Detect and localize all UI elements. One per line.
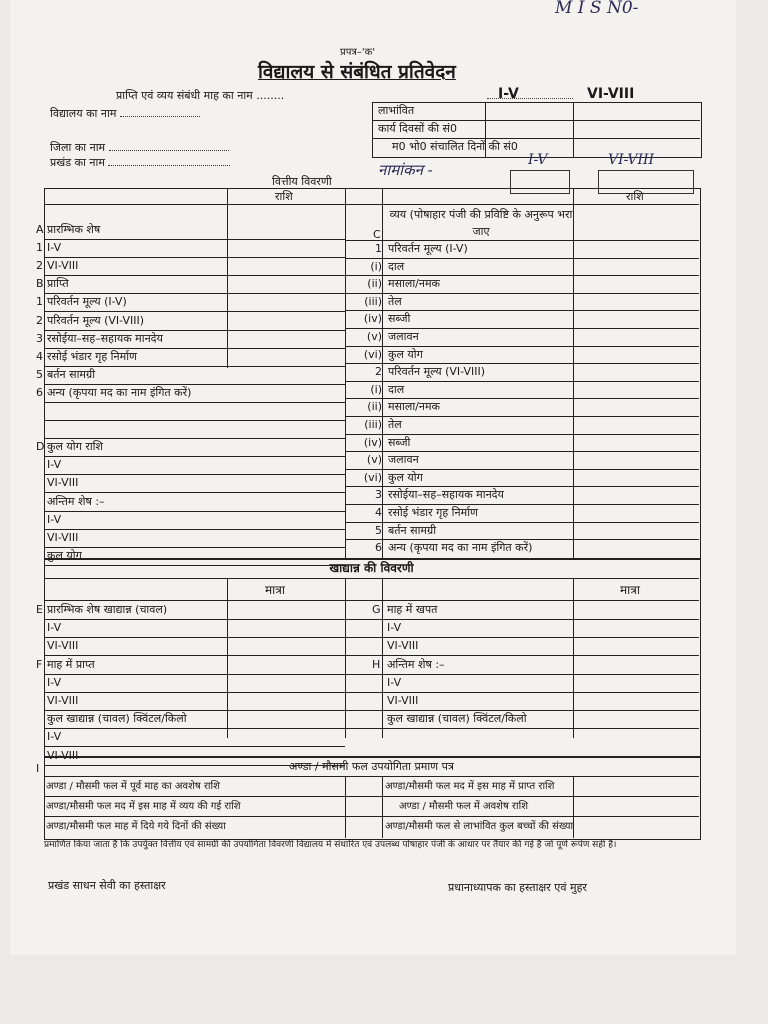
row-line [44, 692, 345, 693]
left-row-index: 6 [36, 386, 43, 399]
grain-right-label: कुल खाद्यान्न (चावल) क्विंटल/किलो [387, 712, 527, 725]
right-row-index: (iv) [363, 436, 382, 449]
row-line [44, 637, 345, 638]
row-line [345, 416, 699, 417]
left-row-index: B [36, 277, 44, 290]
grain-right-index: H [372, 658, 381, 671]
egg-index: I [36, 762, 40, 775]
grain-right-label: VI-VIII [387, 694, 419, 707]
form-title: विद्यालय से संबंधित प्रतिवेदन [258, 61, 456, 83]
grain-right-label: I-V [387, 676, 402, 689]
grain-left-index: E [36, 603, 43, 616]
right-row-index: (iii) [364, 418, 382, 431]
row-line [44, 728, 345, 729]
right-header-index: C [373, 228, 381, 241]
grain-left-label: VI-VIII [47, 694, 79, 707]
info-row-beneficiaries: लाभांवित [378, 104, 415, 117]
row-line [345, 451, 699, 452]
right-row-index: (i) [370, 260, 382, 273]
row-line [345, 674, 699, 675]
egg-left-row: अण्डा/मौसमी फल माह में दिये गये दिनों की संख्या [46, 821, 226, 832]
row-line [44, 402, 345, 403]
info-row-mdm-days: म0 भो0 संचालित दिनों की सं0 [392, 140, 518, 153]
right-row-index: 5 [375, 524, 382, 537]
right-row-index: 4 [375, 506, 382, 519]
row-line [345, 637, 699, 638]
row-line [44, 366, 345, 367]
egg-right-row: अण्डा/मौसमी फल से लाभांवित कुल बच्चों की संख्या [385, 821, 574, 832]
row-line [345, 328, 699, 329]
right-row-label: सब्जी [388, 436, 411, 449]
right-row-label: बर्तन सामग्री [388, 524, 437, 537]
month-name-label: प्राप्ति एवं व्यय संबंधी माह का नाम ........ [116, 89, 285, 102]
grain-right-label: VI-VIII [387, 639, 419, 652]
row-line [44, 293, 345, 294]
grain-right-label: I-V [387, 621, 402, 634]
grain-left-label: I-V [47, 621, 62, 634]
grain-left-label: I-V [47, 676, 62, 689]
grain-right-index: G [372, 603, 381, 616]
certificate-text: प्रमाणित किया जाता है कि उपर्युक्त वित्तीय एवं सामग्री की उपयोगिता विवरणी विद्यालय में संधारित एवं उपलब्ध पोषाहार पंजी के आधार पर तैयार की गई है जो पूर्ण रूपेण सही है। [44, 840, 617, 850]
row-line [345, 619, 699, 620]
block-name-field: प्रखंड का नाम [50, 155, 230, 170]
right-row-label: कुल योग [388, 471, 423, 484]
row-line [345, 539, 699, 540]
left-row-label: रसोईया–सह–सहायक मानदेय [47, 332, 163, 345]
row-line [44, 348, 345, 349]
grain-title: खाद्यान्न की विवरणी [329, 561, 414, 575]
left-row-index: 2 [36, 259, 43, 272]
left-row-label: I-V [47, 513, 62, 526]
row-line [345, 504, 699, 505]
left-row-index: 1 [36, 295, 43, 308]
right-row-label: जलावन [388, 453, 419, 466]
egg-left-row: अण्डा/मौसमी फल मद में इस माह में व्यय की गई राशि [46, 801, 241, 812]
row-line [345, 692, 699, 693]
right-row-label: तेल [388, 295, 402, 308]
row-line [44, 384, 345, 385]
left-row-label: बर्तन सामग्री [47, 368, 96, 381]
egg-right-row: अण्डा/मौसमी फल मद में इस माह में प्राप्त राशि [385, 781, 555, 792]
row-line [345, 710, 699, 711]
right-row-label: सब्जी [388, 312, 411, 325]
handwritten-VI-VIII: VI-VIII [608, 152, 655, 168]
left-row-label: VI-VIII [47, 259, 79, 272]
right-row-label: कुल योग [388, 348, 423, 361]
row-line [44, 529, 345, 530]
row-line [345, 728, 699, 729]
left-row-index: 1 [36, 241, 43, 254]
info-row-working-days: कार्य दिवसों की सं0 [378, 122, 457, 135]
row-line [44, 438, 345, 439]
district-name-field: जिला का नाम [50, 140, 229, 155]
right-row-label: तेल [388, 418, 402, 431]
corner-handwritten-note: M I S N0- [555, 0, 639, 18]
headmaster-signature: प्रधानाध्यापक का हस्ताक्षर एवं मुहर [448, 881, 587, 894]
row-line [345, 398, 699, 399]
egg-right-row: अण्डा / मौसमी फल में अवशेष राशि [399, 801, 528, 812]
row-line [44, 547, 345, 548]
right-row-label: मसाला/नमक [388, 277, 441, 290]
row-line [44, 674, 345, 675]
left-row-index: 2 [36, 314, 43, 327]
row-line [44, 746, 345, 747]
grain-left-label: VI-VIII [47, 639, 79, 652]
left-row-label: VI-VIII [47, 531, 79, 544]
left-row-label: प्रारम्भिक शेष [47, 223, 101, 236]
right-row-index: (ii) [367, 400, 382, 413]
right-row-index: (iii) [364, 295, 382, 308]
handwritten-enrolment: नामांकन - [378, 161, 433, 179]
financial-statement-title: वित्तीय विवरणी [272, 175, 332, 188]
expenditure-header: व्यय (पोषाहार पंजी की प्रविष्टि के अनुरूप भरा जाए [389, 208, 573, 238]
row-line [345, 275, 699, 276]
row-line [44, 456, 345, 457]
row-line [345, 486, 699, 487]
quantity-header-right: मात्रा [620, 583, 641, 597]
row-line [44, 619, 345, 620]
grain-left-label: प्रारम्भिक शेष खाद्यान्न (चावल) [47, 603, 168, 616]
right-row-index: 2 [375, 365, 382, 378]
row-line [44, 710, 345, 711]
left-row-index: 4 [36, 350, 43, 363]
row-line [44, 257, 345, 258]
left-row-label: कुल योग राशि [47, 440, 103, 453]
left-row-label: कुल योग [47, 549, 82, 562]
right-row-index: 3 [375, 488, 382, 501]
grain-right-label: अन्तिम शेष :– [387, 658, 445, 671]
left-row-label: प्राप्ति [47, 277, 69, 290]
grain-right-label: माह में खपत [387, 603, 438, 616]
right-row-index: (ii) [367, 277, 382, 290]
grain-left-label: कुल खाद्यान्न (चावल) क्विंटल/किलो [47, 712, 187, 725]
row-line [345, 258, 699, 259]
block-resource-signature: प्रखंड साधन सेवी का हस्ताक्षर [48, 879, 166, 892]
left-row-label: रसोई भंडार गृह निर्माण [47, 350, 138, 363]
right-row-label: दाल [388, 260, 405, 273]
grain-left-label: माह में प्राप्त [47, 658, 95, 671]
row-line [44, 492, 345, 493]
right-row-index: (iv) [363, 312, 382, 325]
row-line [44, 655, 345, 656]
right-row-index: (v) [366, 330, 382, 343]
quantity-header-left: मात्रा [265, 583, 286, 597]
right-row-index: (v) [366, 453, 382, 466]
egg-fruit-title: अण्डा / मौसमी फल उपयोगिता प्रमाण पत्र [289, 760, 454, 773]
grain-left-label: I-V [47, 730, 62, 743]
left-row-index: 3 [36, 332, 43, 345]
row-line [44, 311, 345, 312]
left-row-label: अन्य (कृपया मद का नाम इंगित करें) [47, 386, 192, 399]
right-row-label: रसोई भंडार गृह निर्माण [388, 506, 479, 519]
right-row-index: 1 [375, 242, 382, 255]
row-line [44, 275, 345, 276]
left-row-label: परिवर्तन मूल्य (I-V) [47, 295, 127, 308]
row-line [44, 420, 345, 421]
handwritten-I-V: I-V [528, 152, 548, 168]
header-class-VI-VIII: VI-VIII [587, 86, 635, 102]
form-number: प्रपत्र–'क' [340, 47, 376, 58]
school-name-field: विद्यालय का नाम [50, 106, 200, 121]
left-row-index: 5 [36, 368, 43, 381]
row-line [345, 293, 699, 294]
row-line [345, 310, 699, 311]
row-line [345, 434, 699, 435]
right-row-label: दाल [388, 383, 405, 396]
right-row-label: जलावन [388, 330, 419, 343]
left-row-label: अन्तिम शेष :– [47, 495, 105, 508]
grain-left-index: F [36, 658, 43, 671]
right-row-index: (vi) [363, 348, 382, 361]
row-line [345, 381, 699, 382]
right-row-label: अन्य (कृपया मद का नाम इंगित करें) [388, 541, 533, 554]
left-row-label: I-V [47, 241, 62, 254]
right-row-label: रसोईया–सह–सहायक मानदेय [388, 488, 504, 501]
row-line [345, 363, 699, 364]
right-row-index: (vi) [363, 471, 382, 484]
row-line [345, 346, 699, 347]
row-line [44, 474, 345, 475]
left-row-label: I-V [47, 458, 62, 471]
row-line [44, 511, 345, 512]
left-row-label: VI-VIII [47, 476, 79, 489]
right-row-label: मसाला/नमक [388, 400, 441, 413]
left-row-index: A [36, 223, 44, 236]
row-line [44, 330, 345, 331]
amount-header-left: राशि [275, 190, 293, 203]
right-row-index: 6 [375, 541, 382, 554]
right-row-label: परिवर्तन मूल्य (I-V) [388, 242, 468, 255]
right-row-label: परिवर्तन मूल्य (VI-VIII) [388, 365, 485, 378]
header-class-I-V: I-V [498, 86, 519, 102]
left-row-label: परिवर्तन मूल्य (VI-VIII) [47, 314, 144, 327]
right-row-index: (i) [370, 383, 382, 396]
amount-header-right: राशि [626, 190, 644, 203]
row-line [44, 239, 345, 240]
row-line [345, 240, 699, 241]
form-sheet [10, 0, 736, 955]
grain-left-label: VI-VIII [47, 749, 79, 762]
left-row-index: D [36, 440, 45, 453]
egg-left-row: अण्डा / मौसमी फल में पूर्व माह का अवशेष राशि [46, 781, 220, 792]
row-line [345, 469, 699, 470]
row-line [345, 522, 699, 523]
row-line [345, 655, 699, 656]
